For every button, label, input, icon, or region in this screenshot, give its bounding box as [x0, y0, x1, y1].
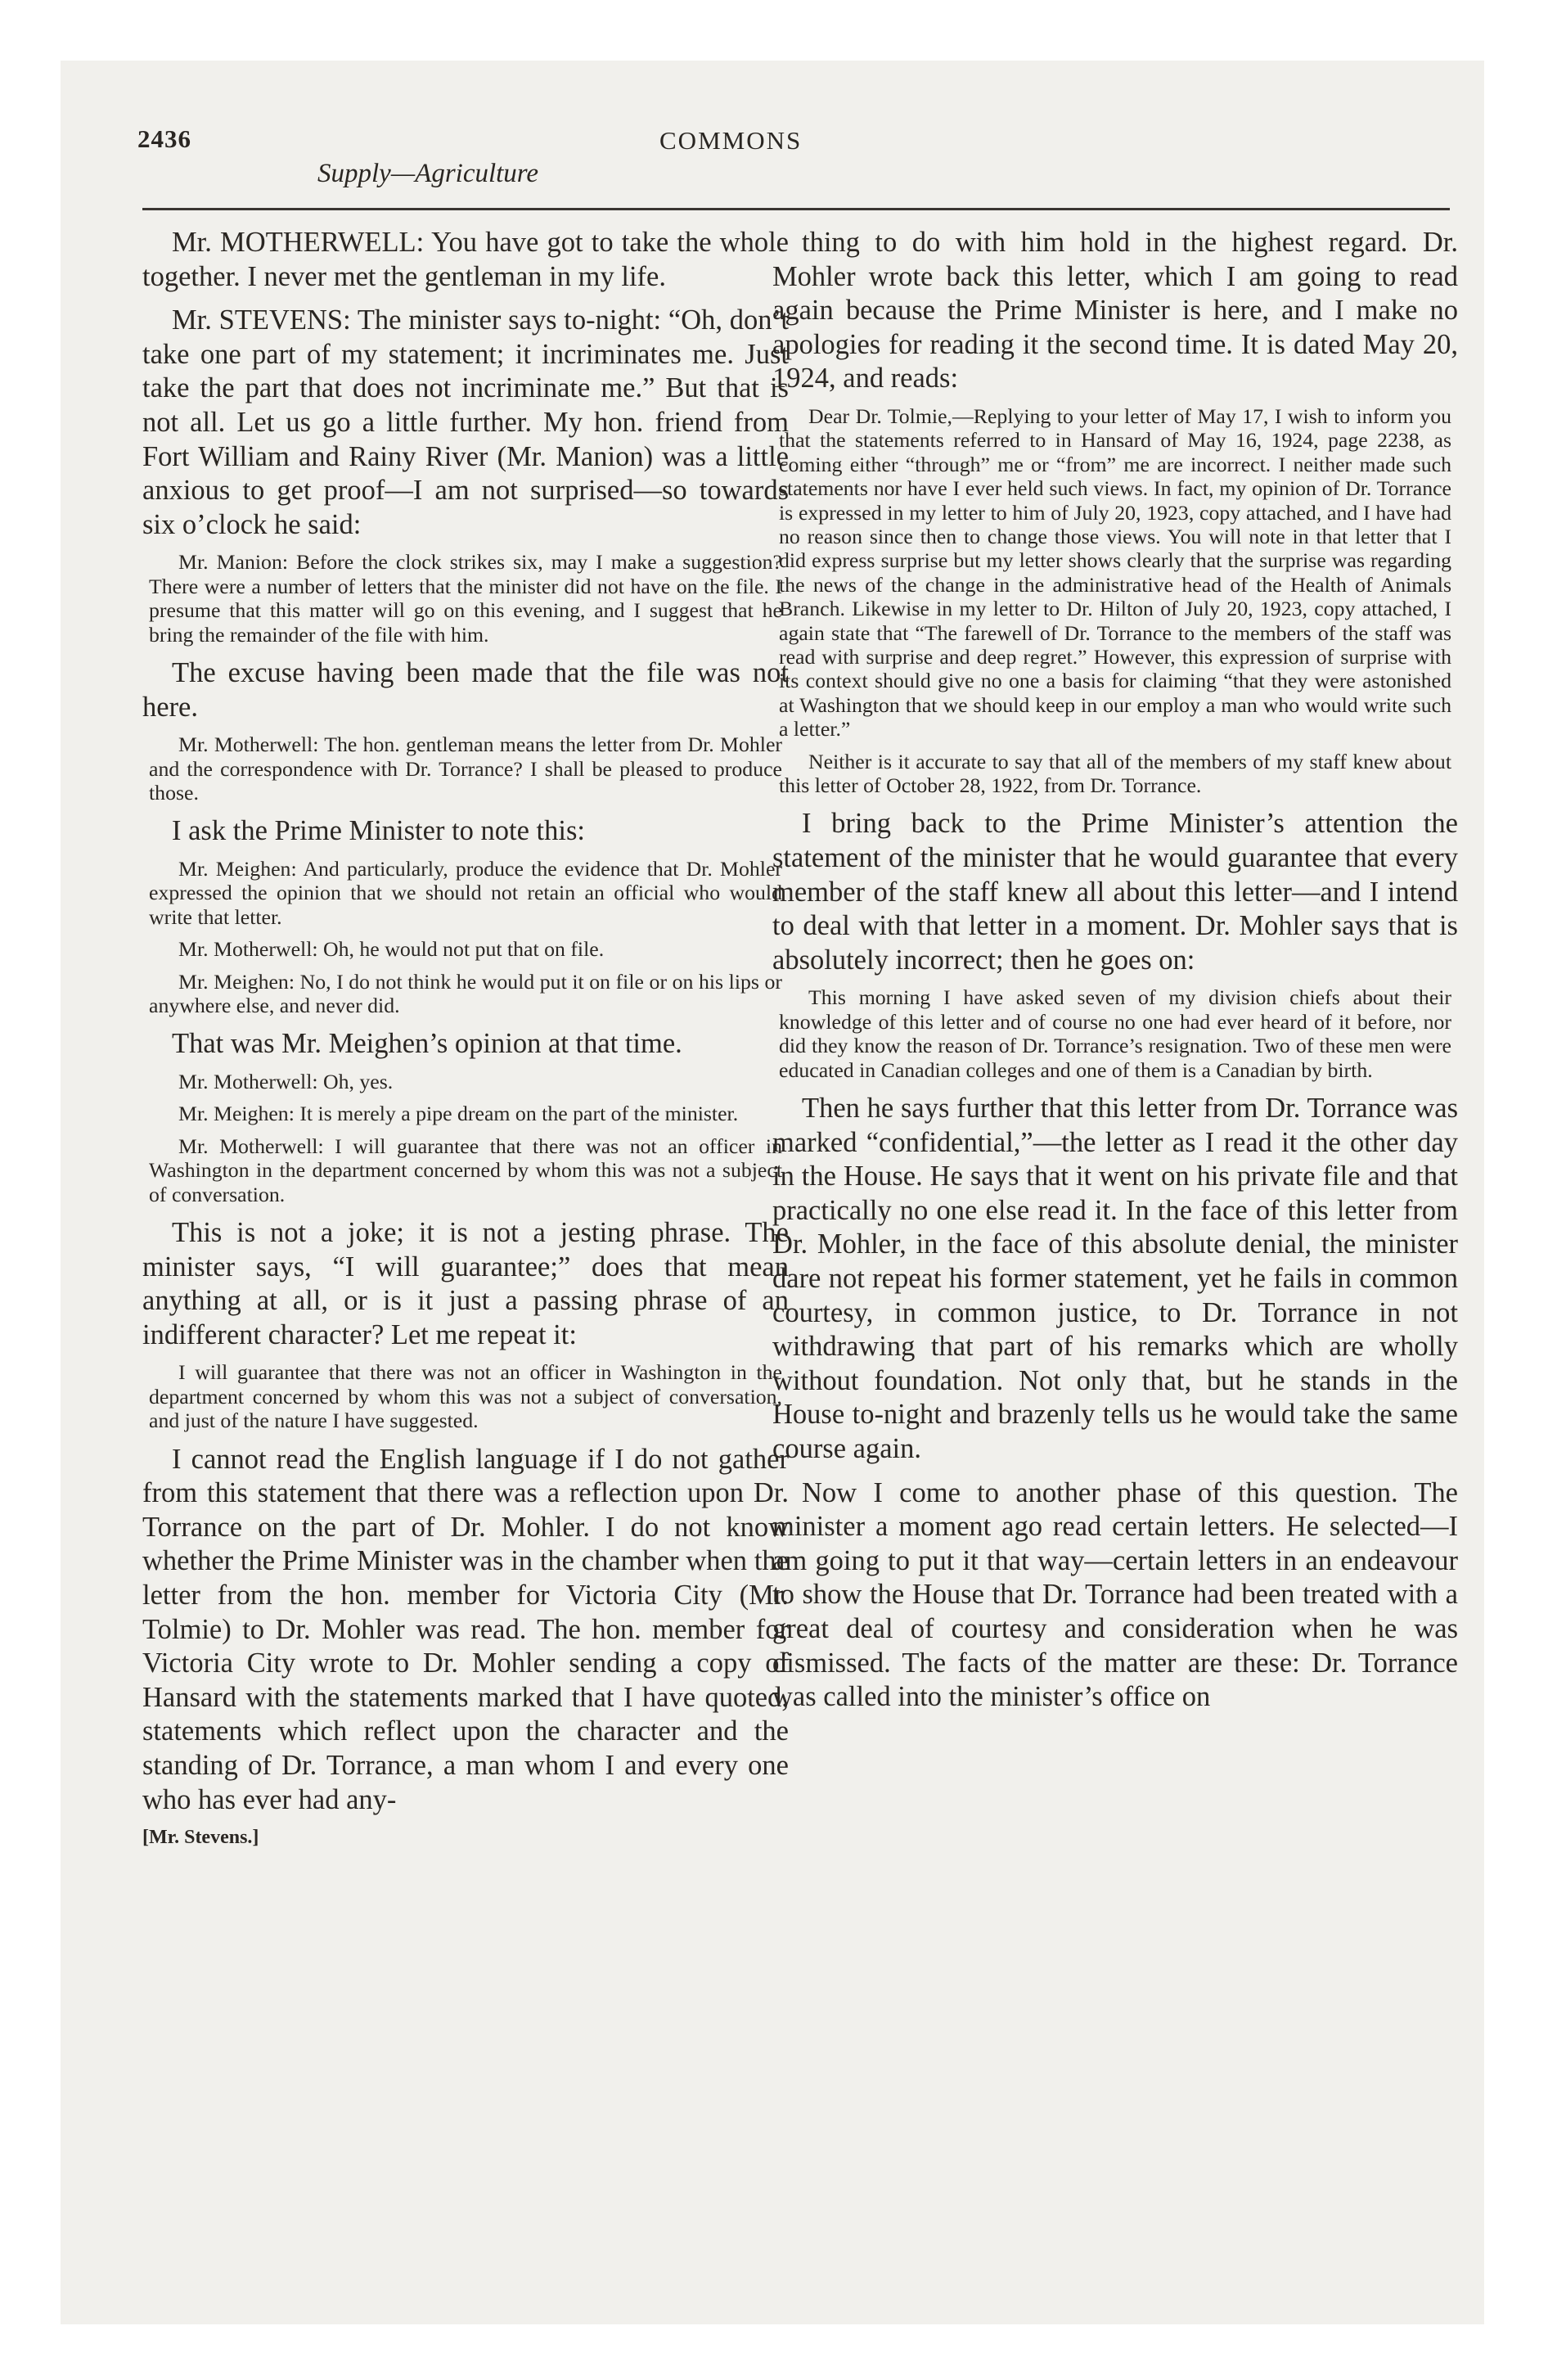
speech-paragraph: That was Mr. Meighen’s opinion at that time. [172, 1028, 682, 1060]
quoted-paragraph: Neither is it accurate to say that all of the members of my staff knew about this letter of October 28, 1922, from Dr. Torrance. [779, 749, 1451, 798]
header-rule [142, 208, 1450, 210]
quoted-paragraph: Mr. Motherwell: The hon. gentleman means the letter from Dr. Mohler and the correspondence with Dr. Torrance? I shall be pleased to produce those. [149, 732, 782, 805]
quoted-paragraph: Dear Dr. Tolmie,—Replying to your letter of May 17, I wish to inform you that the statements referred to in Hansard of May 16, 1924, page 2238, as coming either “through” me or “from” me are incorrect. I neither made such statements nor have I ever held such views. In fact, my opinion of Dr. Torrance is expressed in my letter to him of July 20, 1923, copy attached, and I have had no reason since then to change those views. You will note in that letter that I did express surprise but my letter shows clearly that the surprise was regarding the news of the change in the administrative head of the Health of Animals Branch. Likewise in my letter to Dr. Hilton of July 20, 1923, copy attached, I again state that “The farewell of Dr. Torrance to the members of the staff was read with surprise and deep regret.” However, this expression of surprise with its context should give no one a basis for claiming “that they were astonished at Washington that we should keep in our employ a man who would write such a letter.” [779, 403, 1451, 741]
speech-paragraph: Mr. MOTHERWELL: You have got to take the whole together. I never met the gentleman in my life. [142, 227, 789, 292]
quoted-paragraph: Mr. Meighen: And particularly, produce the evidence that Dr. Mohler expressed the opinion that we should not retain an official who would write that letter. [149, 856, 782, 929]
speech-paragraph: I cannot read the English language if I do not gather from this statement that there was a reflection upon Dr. Torrance on the part of Dr. Mohler. I do not know whether the Prime Minister was in the chamber when the letter from the hon. member for Victoria City (Mr. Tolmie) to Dr. Mohler was read. The hon. member for Victoria City wrote to Dr. Mohler sending a copy of Hansard with the statements marked that I have quoted, statements which reflect upon the character and the standing of Dr. Torrance, a man whom I and every one who has ever had any- [142, 1443, 789, 1815]
quoted-paragraph: Mr. Motherwell: I will guarantee that there was not an officer in Washington in the department concerned by whom this was not a subject of conversation. [149, 1134, 782, 1206]
quoted-paragraph: Mr. Motherwell: Oh, he would not put that on file. [178, 937, 605, 962]
quoted-paragraph: Mr. Meighen: It is merely a pipe dream on the part of the minister. [178, 1102, 739, 1126]
quoted-paragraph: I will guarantee that there was not an officer in Washington in the department concerned by whom this was not a subject of conversation, and just of the nature I have suggested. [149, 1360, 782, 1433]
section-title: Supply—Agriculture [317, 159, 539, 188]
house-title: COMMONS [659, 126, 803, 155]
speech-paragraph: Mr. STEVENS: The minister says to-night: “Oh, don’t take one part of my statement; it incriminates me. Just take the part that does not incriminate me.” But that is not all. Let us go a little further. My hon. friend from Fort William and Rainy River (Mr. Manion) was a little anxious to get proof—I am not surprised—so towards six o’clock he said: [142, 304, 789, 540]
quoted-paragraph: Mr. Manion: Before the clock strikes six, may I make a suggestion? There were a number of letters that the minister did not have on the file. I presume that this matter will go on this evening, and I suggest that he bring the remainder of the file with him. [149, 550, 782, 647]
right-column [772, 216, 1458, 1715]
speaker-signature: [Mr. Stevens.] [142, 1827, 259, 1849]
speech-paragraph: I ask the Prime Minister to note this: [172, 815, 585, 847]
speech-paragraph: This is not a joke; it is not a jesting phrase. The minister says, “I will guarantee;” does that mean anything at all, or is it just a passing phrase of an indifferent character? Let me repeat it: [142, 1217, 789, 1350]
quoted-paragraph: Mr. Meighen: No, I do not think he would put it on file or on his lips or anywhere else, and never did. [149, 969, 782, 1017]
page-number: 2436 [137, 124, 191, 153]
quoted-paragraph: This morning I have asked seven of my division chiefs about their knowledge of this letter and of course no one had ever heard of it before, nor did they know the reason of Dr. Torrance’s resignation. Two of these men were educated in Canadian colleges and one of them is a Canadian by birth. [779, 985, 1451, 1082]
speech-paragraph: The excuse having been made that the file was not here. [142, 656, 789, 723]
speech-paragraph: I bring back to the Prime Minister’s attention the statement of the minister that he would guarantee that every member of the staff knew all about this letter—and I intend to deal with that letter in a moment. Dr. Mohler says that is absolutely incorrect; then he goes on: [772, 808, 1458, 976]
page-sheet [61, 61, 1484, 2324]
speech-paragraph: Then he says further that this letter from Dr. Torrance was marked “confidential,”—the letter as I read it the other day in the House. He says that it went on his private file and that practically no one else read it. In the face of this letter from Dr. Mohler, in the face of this absolute denial, the minister dare not repeat his former statement, yet he fails in common courtesy, in common justice, to Dr. Torrance in not withdrawing that part of his remarks which are wholly without foundation. Not only that, but he stands in the House to-night and brazenly tells us he would take the same course again. [772, 1093, 1458, 1464]
speech-paragraph: thing to do with him hold in the highest regard. Dr. Mohler wrote back this letter, which I am going to read again because the Prime Minister is here, and I make no apologies for reading it the second time. It is dated May 20, 1924, and reads: [772, 227, 1458, 394]
speech-paragraph: Now I come to another phase of this question. The minister a moment ago read certain letters. He selected—I am going to put it that way—certain letters in an endeavour to show the House that Dr. Torrance had been treated with a great deal of courtesy and consideration when he was dismissed. The facts of the matter are these: Dr. Torrance was called into the minister’s office on [772, 1476, 1458, 1713]
left-column [142, 216, 789, 1849]
quoted-paragraph: Mr. Motherwell: Oh, yes. [178, 1070, 394, 1093]
